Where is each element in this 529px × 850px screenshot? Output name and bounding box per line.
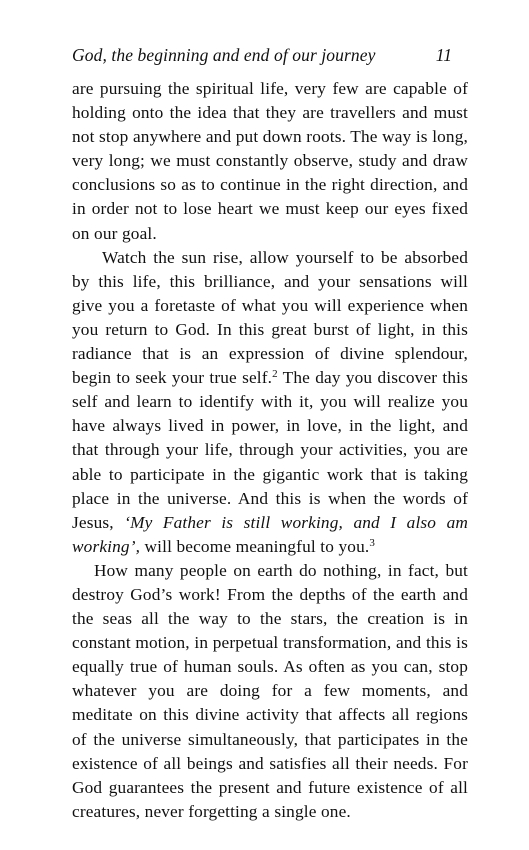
jesus-quote: ‘My Father is still working, and I also am working’,: [72, 512, 468, 556]
paragraph-2-part-b: The day you discover this self and learn to identify with it, you will realize you have always lived in power, in love, in the light, and that through your life, through your activities, you are able to participate in the gigantic work that is taking place in the universe. And this is when the words of Jesus,: [72, 368, 468, 532]
book-page: [72, 44, 468, 824]
footnote-ref-3: 3: [369, 536, 375, 549]
paragraph-2-part-a: Watch the sun rise, allow yourself to be absorbed by this life, this brilliance, and your sensations will give you a foretaste of what you will experience when you return to God. In this great burst of light, in this radiance that is an expression of divine splendour, begin to seek your true self.: [72, 247, 468, 388]
body-text: [72, 77, 468, 824]
paragraph-2-part-c: will become meaningful to you.: [140, 536, 370, 556]
paragraph-1: are pursuing the spiritual life, very few are capable of holding onto the idea that they are travellers and must not stop anywhere and put down roots. The way is long, very long; we must constantly observe, study and draw conclusions so as to continue in the right direction, and in order not to lose heart we must keep our eyes fixed on our goal.: [72, 79, 468, 243]
running-title: God, the beginning and end of our journey: [72, 45, 376, 65]
footnote-ref-2: 2: [272, 368, 278, 381]
paragraph-2: [72, 246, 468, 559]
running-header: [72, 44, 468, 66]
page-number: 11: [435, 45, 452, 65]
paragraph-3: How many people on earth do nothing, in fact, but destroy God’s work! From the depths of the earth and the seas all the way to the stars, the creation is in constant motion, in perpetual transformation, and this is equally true of human souls. As often as you can, stop whatever you are doing for a few moments, and meditate on this divine activity that affects all regions of the universe simultaneously, that participates in the existence of all beings and satisfies all their needs. For God guarantees the present and future existence of all creatures, never forgetting a single one.: [72, 560, 468, 821]
